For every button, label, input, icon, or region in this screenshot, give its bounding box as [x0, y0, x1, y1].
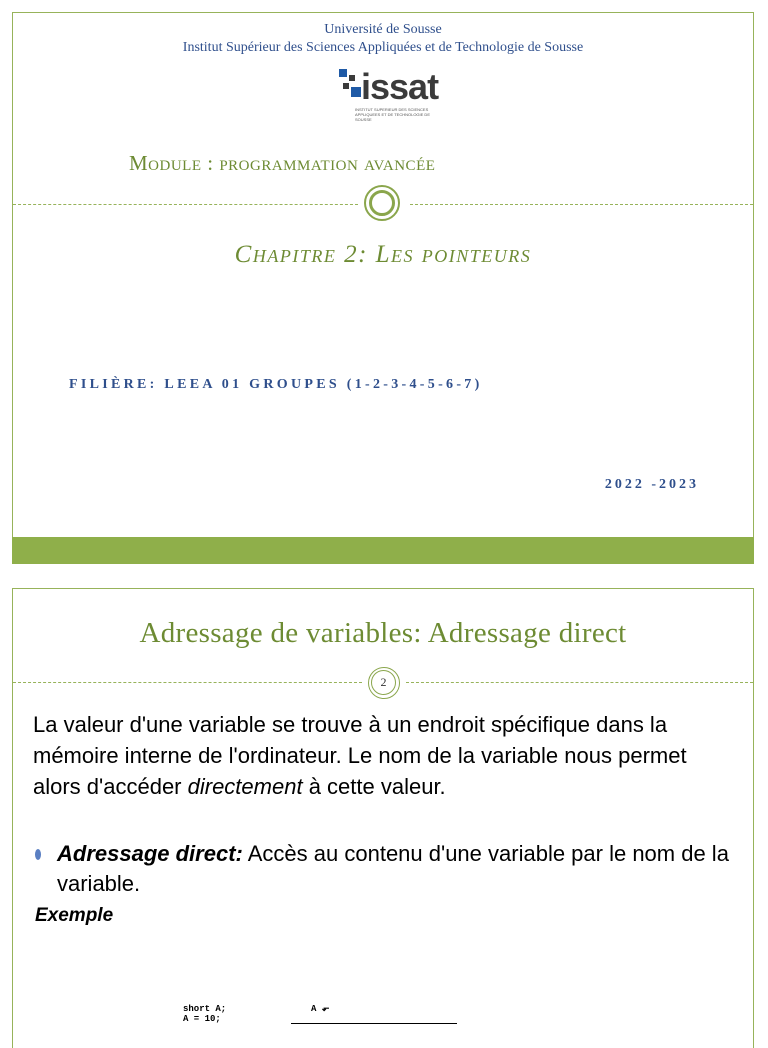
logo-text: issat — [361, 66, 439, 107]
title-slide — [12, 12, 754, 564]
slide-title: Adressage de variables: Adressage direct — [139, 617, 627, 649]
slide-number: 2 — [371, 670, 396, 695]
circle-ornament-icon — [364, 185, 400, 221]
paragraph-emphasis: directement — [187, 774, 303, 799]
paragraph-text-end: à cette valeur. — [302, 774, 446, 799]
green-footer-bar — [12, 537, 754, 564]
chapter-title: Chapitre 2: Les pointeurs — [234, 241, 532, 268]
circle-divider — [13, 185, 753, 225]
logo-square-icon — [351, 87, 361, 97]
content-slide — [12, 588, 754, 1048]
intro-paragraph — [33, 709, 733, 802]
arrow-icon: ⬐ — [321, 1004, 330, 1014]
bullet-item — [33, 839, 733, 899]
university-name: Université de Sousse — [324, 22, 442, 37]
code-snippet: short A; A = 10; — [183, 1004, 227, 1024]
logo-square-icon — [349, 75, 355, 81]
logo-square-icon — [339, 69, 347, 77]
academic-year: 2022 -2023 — [604, 477, 699, 492]
bullet-text: Accès au contenu d'une variable par le nom de la variable. — [57, 841, 729, 896]
logo-subtitle: INSTITUT SUPERIEUR DES SCIENCES APPLIQUEES ET DE TECHNOLOGIE DE SOUSSE — [355, 107, 430, 122]
institute-name: Institut Supérieur des Sciences Appliquées et de Technologie de Sousse — [182, 40, 584, 55]
filiere-text: FILIÈRE: LEEA 01 GROUPES (1-2-3-4-5-6-7) — [69, 377, 483, 392]
slide-number-badge — [368, 667, 400, 699]
module-title: Module : programmation avancée — [129, 151, 436, 175]
logo-square-icon — [343, 83, 349, 89]
bullet-term: Adressage direct: — [57, 841, 243, 866]
paragraph-text: La valeur d'une variable se trouve à un endroit spécifique dans la mémoire interne de l'ordinateur. Le nom de la variable nous permet alors d'accéder — [33, 712, 687, 799]
bullet-icon — [35, 849, 41, 860]
memory-label-text: A — [311, 1004, 317, 1014]
issat-logo — [333, 65, 443, 121]
example-label: Exemple — [35, 905, 114, 926]
memory-diagram-label — [311, 1004, 329, 1014]
